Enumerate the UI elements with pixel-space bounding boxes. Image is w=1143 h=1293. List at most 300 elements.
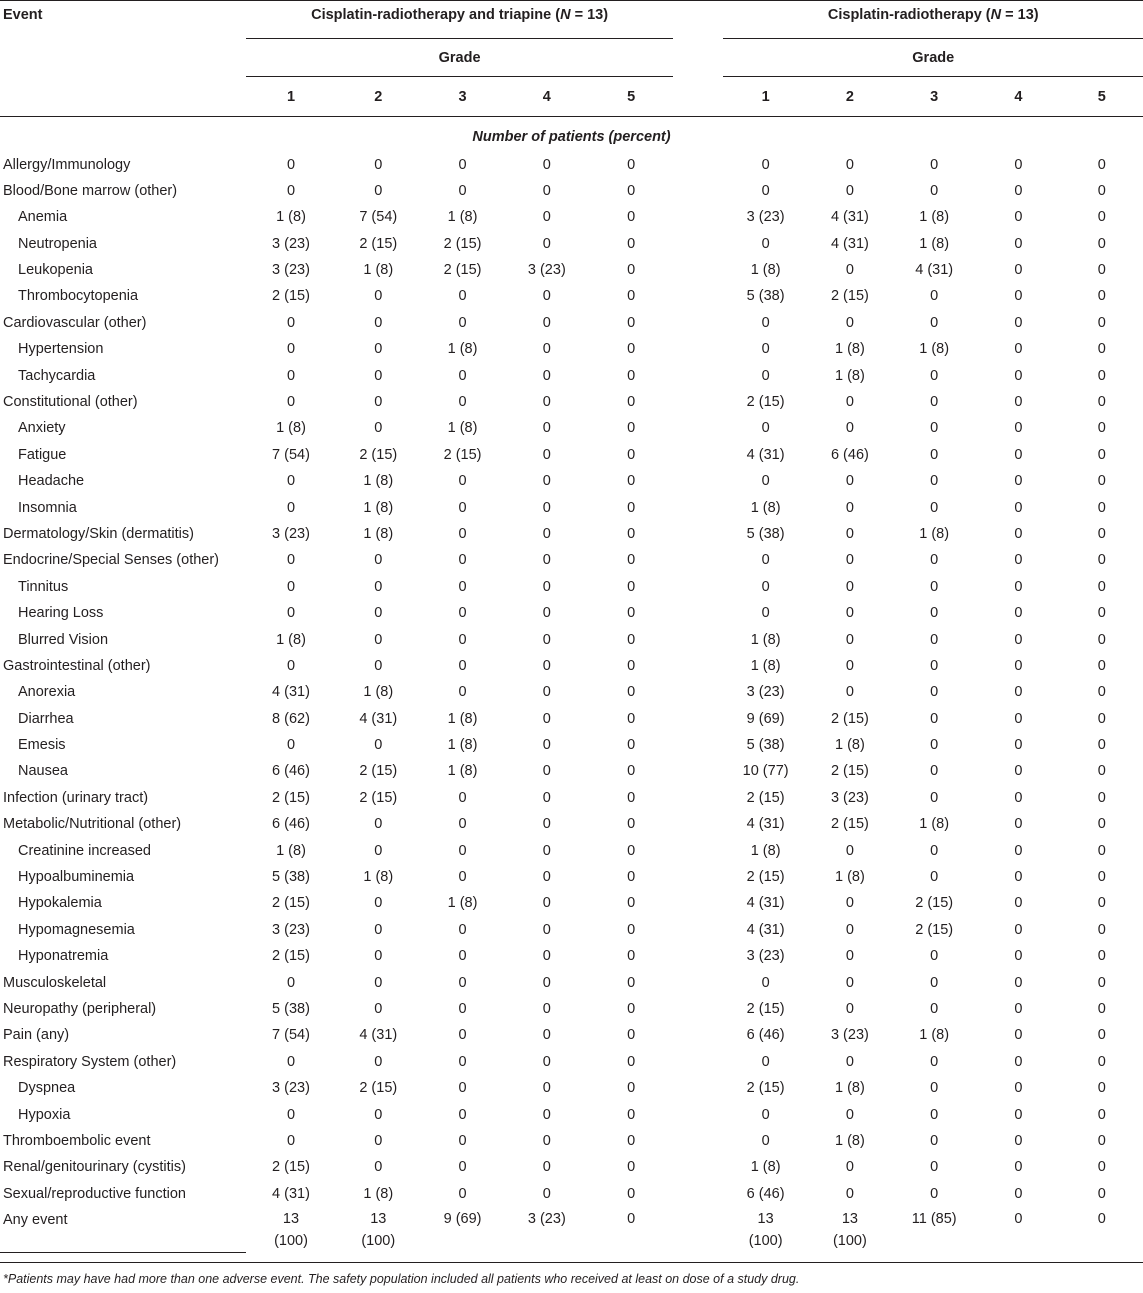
event-name: Blurred Vision xyxy=(18,631,109,648)
group1-grade-2-value: 0 xyxy=(374,578,383,595)
group2-grade-3-value: 0 xyxy=(930,156,939,173)
group2-grade-1-value: 2 (15) xyxy=(746,1001,785,1017)
group2-grade-3: 3 xyxy=(892,77,976,117)
group1-grade-1-value: 0 xyxy=(286,578,296,595)
group2-grade-2: 2 xyxy=(808,77,892,117)
group1-grade-1-value: 2 (15) xyxy=(272,1159,310,1176)
group1-grade-5-value: 0 xyxy=(627,420,636,437)
group1-grade-1-value: 5 (38) xyxy=(272,869,310,886)
group2-grade-3-value: 0 xyxy=(930,578,939,595)
group1-grade-2-value: 0 xyxy=(374,895,383,912)
event-name: Any event xyxy=(0,1208,246,1252)
group1-n-value: = 13) xyxy=(570,7,609,23)
group2-grade-5-value: 0 xyxy=(1097,552,1106,569)
group1-grade-5-value: 0 xyxy=(627,367,636,384)
group1-grade-2-value: 0 xyxy=(374,948,383,965)
group2-grade-1-value: 3 (23) xyxy=(746,209,785,226)
group1-grade-2-value: 0 xyxy=(374,552,383,569)
group1-grade-1-value: 2 (15) xyxy=(272,895,310,912)
group1-grade-3-value: 0 xyxy=(458,974,467,991)
group2-grade-1-value: 4 (31) xyxy=(746,921,785,938)
table-row xyxy=(0,680,1143,706)
group2-grade-2-value: 1 (8) xyxy=(834,341,865,358)
group1-grade-5-value: 0 xyxy=(627,816,636,833)
event-name: Dermatology/Skin (dermatitis) xyxy=(3,525,194,542)
table-row xyxy=(0,1129,1143,1155)
group1-grade-3-value: 1 (8) xyxy=(447,420,478,437)
group1-grade-1-value: 0 xyxy=(286,1132,296,1149)
event-name: Blood/Bone marrow (other) xyxy=(3,182,178,199)
group1-grade-5-value: 0 xyxy=(627,446,636,463)
group2-grade-2-value: 0 xyxy=(845,974,854,991)
table-row xyxy=(0,759,1143,785)
group1-grade-3-value: 0 xyxy=(458,657,467,674)
group1-grade-5-value: 0 xyxy=(627,473,636,490)
column-gap xyxy=(673,1155,723,1181)
group2-grade-3-value: 1 (8) xyxy=(919,525,950,542)
group1-grade-3-value: 0 xyxy=(458,552,467,569)
group1-grade-1-value: 3 (23) xyxy=(272,921,310,938)
group1-grade-5-value: 0 xyxy=(627,394,636,411)
group1-grade-3-value: 1 (8) xyxy=(447,341,478,358)
column-gap xyxy=(673,179,723,205)
group2-grade-4-value: 0 xyxy=(1014,367,1023,384)
group1-grade-3-value: 1 (8) xyxy=(447,763,478,780)
group1-grade-4-value: 0 xyxy=(542,605,551,622)
event-name: Leukopenia xyxy=(18,262,93,279)
group2-grade-5-value: 0 xyxy=(1097,1080,1106,1097)
group1-grade-3-value: 0 xyxy=(458,789,467,806)
group1-grade-3-value: 0 xyxy=(458,1106,467,1123)
column-gap xyxy=(673,971,723,997)
group2-grade-1: 1 xyxy=(723,77,807,117)
event-name: Cardiovascular (other) xyxy=(3,314,147,331)
column-gap xyxy=(673,469,723,495)
group2-grade-1-value: 1 (8) xyxy=(750,631,781,648)
group1-grade-4-value: 0 xyxy=(542,1027,551,1044)
table-row xyxy=(0,1103,1143,1129)
group2-grade-5-value: 0 xyxy=(1097,288,1106,305)
group2-grade-3-value: 0 xyxy=(930,842,939,859)
group2-grade-3-value: 0 xyxy=(930,367,939,384)
group2-grade-4-value: 0 xyxy=(1014,1027,1023,1044)
group1-grade-1-value: 2 (15) xyxy=(272,948,310,965)
group1-grade-1-value: 1 (8) xyxy=(276,842,306,859)
table-row xyxy=(0,258,1143,284)
group2-grade-2-value: 4 (31) xyxy=(830,209,869,226)
group1-grade-5-value: 0 xyxy=(627,525,636,542)
group2-grade-1-value: 2 (15) xyxy=(746,869,785,886)
table-row xyxy=(0,311,1143,337)
table-row xyxy=(0,918,1143,944)
header-gap xyxy=(673,1,723,39)
group1-grade-2-value: 0 xyxy=(374,842,383,859)
group2-grade-3-value: 1 (8) xyxy=(919,235,950,252)
group2-grade-1-value: 1 (8) xyxy=(750,657,781,674)
column-gap xyxy=(673,786,723,812)
group1-grade-5-value: 0 xyxy=(627,1159,636,1176)
group1-grade-1-value: 0 xyxy=(286,499,296,516)
column-gap xyxy=(673,944,723,970)
group2-grade-1-value: 0 xyxy=(761,341,770,358)
table-row xyxy=(0,153,1143,179)
group2-grade-5-value: 0 xyxy=(1097,367,1106,384)
group2-grade-3-value: 0 xyxy=(930,1080,939,1097)
table-row xyxy=(0,337,1143,363)
event-name: Anemia xyxy=(18,209,68,226)
group2-grade-5-value: 0 xyxy=(1097,1106,1106,1123)
group2-grade-1-value: 5 (38) xyxy=(746,737,785,754)
group2-grade-label: Grade xyxy=(723,39,1143,77)
group1-grade-5-value: 0 xyxy=(627,631,636,648)
group1-grade-2-value: 2 (15) xyxy=(359,1080,398,1097)
group2-grade-2-value: 1 (8) xyxy=(834,737,865,754)
value-line: 11 (85) xyxy=(911,1211,957,1228)
group1-grade-1-value: 0 xyxy=(286,1053,296,1070)
group1-grade-3-value: 0 xyxy=(458,314,467,331)
group1-grade-4-value: 0 xyxy=(542,473,551,490)
group2-grade-5-value: 0 xyxy=(1097,737,1106,754)
table-row xyxy=(0,971,1143,997)
group1-grade-5-value: 0 xyxy=(627,1106,636,1123)
group1-grade-2-value: 1 (8) xyxy=(363,473,394,490)
table-row xyxy=(0,601,1143,627)
group1-grade-1-value: 5 (38) xyxy=(272,1001,310,1017)
group1-grade-2-value: 2 (15) xyxy=(359,763,398,780)
column-gap xyxy=(673,1129,723,1155)
group2-grade-4-value: 0 xyxy=(1014,209,1023,226)
group2-grade-5-value: 0 xyxy=(1097,710,1106,727)
group1-grade-2-value: 0 xyxy=(374,737,383,754)
group2-grade-1-value: 1 (8) xyxy=(750,262,781,279)
group2-grade-3-value: 0 xyxy=(930,869,939,886)
event-name: Neutropenia xyxy=(18,235,97,252)
group2-grade-1-value: 0 xyxy=(761,605,770,622)
group2-grade-4-value: 0 xyxy=(1014,1053,1023,1070)
group2-grade-3-value: 2 (15) xyxy=(915,921,954,938)
table-row-any-event xyxy=(0,1208,1143,1252)
group2-grade-4-value: 0 xyxy=(1014,1001,1023,1017)
group1-grade-2-value: 0 xyxy=(374,288,383,305)
group1-grade-4-value: 0 xyxy=(542,209,551,226)
group2-grade-5-value: 0 xyxy=(1097,816,1106,833)
group2-grade-3-value: 1 (8) xyxy=(919,341,950,358)
group2-grade-5-value xyxy=(1061,1208,1143,1252)
group1-grade-1-value: 6 (46) xyxy=(272,816,310,833)
value-line: 13 xyxy=(841,1211,858,1228)
event-name: Anxiety xyxy=(18,420,66,437)
group2-grade-4-value: 0 xyxy=(1014,499,1023,516)
group1-grade-3-value: 0 xyxy=(458,921,467,938)
group2-grade-5-value: 0 xyxy=(1097,842,1106,859)
group1-grade-3-value: 0 xyxy=(458,367,467,384)
group1-grade-5: 5 xyxy=(589,77,673,117)
group1-grade-1-value: 0 xyxy=(286,657,296,674)
group2-grade-2-value xyxy=(808,1208,892,1252)
group2-grade-4-value: 0 xyxy=(1014,869,1023,886)
group1-grade-5-value: 0 xyxy=(627,921,636,938)
group2-grade-4-value: 0 xyxy=(1014,737,1023,754)
group2-grade-4-value: 0 xyxy=(1014,578,1023,595)
event-name: Infection (urinary tract) xyxy=(3,789,149,806)
group2-grade-2-value: 0 xyxy=(845,182,854,199)
group2-grade-4-value: 0 xyxy=(1014,1185,1023,1202)
group2-grade-5-value: 0 xyxy=(1097,446,1106,463)
column-gap xyxy=(673,548,723,574)
group1-grade-2-value: 1 (8) xyxy=(363,869,394,886)
group1-grade-1-value: 0 xyxy=(286,156,296,173)
group1-grade-4-value: 0 xyxy=(542,552,551,569)
column-gap xyxy=(673,232,723,258)
group2-grade-1-value: 6 (46) xyxy=(746,1185,785,1202)
group2-n: N xyxy=(990,7,1002,23)
group2-grade-4-value xyxy=(976,1208,1060,1252)
group1-grade-4-value: 3 (23) xyxy=(527,262,566,279)
column-gap xyxy=(673,364,723,390)
group2-grade-5-value: 0 xyxy=(1097,156,1106,173)
group1-grade-2-value: 0 xyxy=(374,1001,383,1017)
group1-grade-3-value: 0 xyxy=(458,948,467,965)
group1-grade-4-value: 0 xyxy=(542,1080,551,1097)
group1-grade-5-value: 0 xyxy=(627,657,636,674)
group2-grade-1-value: 1 (8) xyxy=(750,1159,781,1176)
column-gap xyxy=(673,839,723,865)
table-header xyxy=(0,1,1143,153)
group1-grade-5-value: 0 xyxy=(627,710,636,727)
group2-grade-3-value: 0 xyxy=(930,789,939,806)
group1-grade-4-value: 0 xyxy=(542,737,551,754)
column-gap xyxy=(673,891,723,917)
group1-grade-2-value: 1 (8) xyxy=(363,262,394,279)
group2-grade-5-value: 0 xyxy=(1097,657,1106,674)
group2-grade-1-value: 1 (8) xyxy=(750,499,781,516)
group1-grade-4-value: 0 xyxy=(542,657,551,674)
value-line: (100) xyxy=(274,1233,308,1250)
group1-grade-4-value: 0 xyxy=(542,525,551,542)
group1-grade-2-value: 0 xyxy=(374,394,383,411)
group1-grade-5-value: 0 xyxy=(627,1132,636,1149)
group2-grade-4-value: 0 xyxy=(1014,1080,1023,1097)
event-name: Gastrointestinal (other) xyxy=(3,657,151,674)
group2-grade-5-value: 0 xyxy=(1097,1185,1106,1202)
group1-grade-2-value: 0 xyxy=(374,182,383,199)
event-name: Dyspnea xyxy=(18,1080,76,1097)
group1-grade-3-value: 1 (8) xyxy=(447,895,478,912)
event-name: Sexual/reproductive function xyxy=(3,1185,186,1202)
group2-grade-4-value: 0 xyxy=(1014,684,1023,701)
column-gap xyxy=(673,997,723,1023)
group1-grade-1-value: 0 xyxy=(286,605,296,622)
group2-grade-2-value: 0 xyxy=(845,1001,854,1017)
table-row xyxy=(0,469,1143,495)
group2-grade-5-value: 0 xyxy=(1097,895,1106,912)
group1-grade-5-value: 0 xyxy=(627,341,636,358)
group2-grade-2-value: 0 xyxy=(845,473,854,490)
group2-grade-2-value: 0 xyxy=(845,1185,854,1202)
group1-grade-4-value: 0 xyxy=(542,235,551,252)
table-row xyxy=(0,443,1143,469)
column-gap xyxy=(673,284,723,310)
group1-grade-3-value: 0 xyxy=(458,1001,467,1017)
column-gap xyxy=(673,311,723,337)
group2-grade-3-value: 0 xyxy=(930,182,939,199)
group2-grade-3-value: 0 xyxy=(930,552,939,569)
group1-grade-5-value: 0 xyxy=(627,552,636,569)
table-row xyxy=(0,496,1143,522)
group2-grade-2-value: 0 xyxy=(845,552,854,569)
group1-grade-5-value: 0 xyxy=(627,1080,636,1097)
column-gap xyxy=(673,443,723,469)
column-gap xyxy=(673,153,723,179)
group1-grade-3-value: 1 (8) xyxy=(447,209,478,226)
event-name: Neuropathy (peripheral) xyxy=(3,1001,157,1017)
event-name: Nausea xyxy=(18,763,68,780)
group2-grade-5-value: 0 xyxy=(1097,869,1106,886)
group1-grade-1-value: 4 (31) xyxy=(272,684,310,701)
column-gap xyxy=(673,1103,723,1129)
column-gap xyxy=(673,918,723,944)
group2-label: Cisplatin-radiotherapy ( xyxy=(827,7,991,23)
group2-grade-5-value: 0 xyxy=(1097,420,1106,437)
group1-grade-1-value: 7 (54) xyxy=(272,1027,310,1044)
group2-header xyxy=(723,1,1143,39)
column-gap xyxy=(673,1208,723,1252)
group1-grade-3-value: 0 xyxy=(458,631,467,648)
group1-grade-3-value: 0 xyxy=(458,816,467,833)
table-row xyxy=(0,284,1143,310)
group2-grade-2-value: 2 (15) xyxy=(830,288,869,305)
group2-grade-1-value: 4 (31) xyxy=(746,816,785,833)
group1-grade-5-value: 0 xyxy=(627,1053,636,1070)
group2-grade-5-value: 0 xyxy=(1097,631,1106,648)
group2-grade-5-value: 0 xyxy=(1097,341,1106,358)
group2-grade-1-value: 4 (31) xyxy=(746,895,785,912)
event-name: Anorexia xyxy=(18,684,76,701)
group2-grade-2-value: 0 xyxy=(845,895,854,912)
group2-grade-3-value: 0 xyxy=(930,1106,939,1123)
group2-grade-1-value: 4 (31) xyxy=(746,446,785,463)
group2-grade-2-value: 0 xyxy=(845,921,854,938)
group1-grade-3-value: 2 (15) xyxy=(443,235,482,252)
event-name: Emesis xyxy=(18,737,66,754)
table-row xyxy=(0,179,1143,205)
group1-grade-4-value: 0 xyxy=(542,288,551,305)
group2-grade-3-value: 4 (31) xyxy=(915,262,954,279)
group1-grade-5-value: 0 xyxy=(627,235,636,252)
group1-grade-1-value: 8 (62) xyxy=(272,710,310,727)
group2-grade-2-value: 0 xyxy=(845,578,854,595)
group1-grade-4-value: 0 xyxy=(542,394,551,411)
group2-grade-2-value: 2 (15) xyxy=(830,763,869,780)
group2-grade-2-value: 3 (23) xyxy=(830,789,869,806)
group2-grade-1-value: 0 xyxy=(761,552,770,569)
column-gap xyxy=(673,416,723,442)
group1-grade-1-value: 0 xyxy=(286,182,296,199)
units-label: Number of patients (percent) xyxy=(472,128,671,145)
event-name: Hypokalemia xyxy=(18,895,102,912)
group2-grade-5-value: 0 xyxy=(1097,578,1106,595)
group2-grade-1-value: 0 xyxy=(761,473,770,490)
group2-grade-3-value: 1 (8) xyxy=(919,209,950,226)
group1-grade-3-value: 0 xyxy=(458,684,467,701)
group1-grade-3-value xyxy=(420,1208,504,1252)
group2-grade-2-value: 0 xyxy=(845,684,854,701)
group2-grade-4-value: 0 xyxy=(1014,314,1023,331)
event-name: Respiratory System (other) xyxy=(3,1053,177,1070)
group2-grade-2-value: 0 xyxy=(845,262,854,279)
footnote: *Patients may have had more than one adverse event. The safety population included all patients who received at least on dose of a study drug. xyxy=(3,1272,800,1286)
group1-grade-4-value: 0 xyxy=(542,367,551,384)
group1-grade-1-value: 3 (23) xyxy=(272,262,310,279)
group2-grade-5-value: 0 xyxy=(1097,1132,1106,1149)
group1-grade-1-value: 0 xyxy=(286,552,296,569)
group1-grade-5-value: 0 xyxy=(627,1185,636,1202)
group2-grade-3-value: 0 xyxy=(930,1001,939,1017)
group1-grade-4-value: 0 xyxy=(542,156,551,173)
event-name: Hypoalbuminemia xyxy=(18,869,135,886)
group2-grade-2-value: 0 xyxy=(845,156,854,173)
group1-grade-3-value: 0 xyxy=(458,1027,467,1044)
group1-grade-3-value: 0 xyxy=(458,394,467,411)
value-line: (100) xyxy=(748,1233,783,1250)
group2-grade-1-value: 2 (15) xyxy=(746,789,785,806)
group2-grade-2-value: 0 xyxy=(845,420,854,437)
group2-grade-1-value: 0 xyxy=(761,156,770,173)
table-body xyxy=(0,153,1143,1253)
group2-grade-4-value: 0 xyxy=(1014,842,1023,859)
table-row xyxy=(0,707,1143,733)
group1-grade-2-value: 0 xyxy=(374,816,383,833)
group1-grade-1-value: 0 xyxy=(286,974,296,991)
column-gap xyxy=(673,628,723,654)
event-name: Renal/genitourinary (cystitis) xyxy=(3,1159,186,1176)
group1-grade-2-value: 1 (8) xyxy=(363,525,394,542)
column-gap xyxy=(673,390,723,416)
group1-grade-5-value: 0 xyxy=(627,182,636,199)
group1-grade-2-value: 0 xyxy=(374,605,383,622)
group2-grade-5: 5 xyxy=(1061,77,1143,117)
group1-grade-2-value: 0 xyxy=(374,921,383,938)
group1-grade-3-value: 0 xyxy=(458,869,467,886)
group1-grade-2-value: 0 xyxy=(374,631,383,648)
group2-grade-4-value: 0 xyxy=(1014,1106,1023,1123)
group2-grade-5-value: 0 xyxy=(1097,182,1106,199)
column-gap xyxy=(673,865,723,891)
group1-n: N xyxy=(560,7,571,23)
group1-grade-3-value: 0 xyxy=(458,1080,467,1097)
group2-grade-4-value: 0 xyxy=(1014,605,1023,622)
group2-grade-1-value: 9 (69) xyxy=(746,710,785,727)
group2-grade-2-value: 0 xyxy=(845,842,854,859)
table-row xyxy=(0,786,1143,812)
group2-grade-3-value: 0 xyxy=(930,314,939,331)
group1-grade-1-value: 2 (15) xyxy=(272,789,310,806)
group1-grade-2-value: 0 xyxy=(374,341,383,358)
group2-grade-2-value: 2 (15) xyxy=(830,710,869,727)
group1-grade-2-value: 0 xyxy=(374,657,383,674)
group2-grade-3-value: 0 xyxy=(930,288,939,305)
group2-grade-3-value: 0 xyxy=(930,684,939,701)
table-row xyxy=(0,390,1143,416)
group1-grade-4-value: 0 xyxy=(542,1053,551,1070)
column-gap xyxy=(673,575,723,601)
group1-grade-2-value: 0 xyxy=(374,1132,383,1149)
group2-grade-4-value: 0 xyxy=(1014,921,1023,938)
group1-grade-4-value: 0 xyxy=(542,578,551,595)
event-name: Headache xyxy=(18,473,85,490)
group2-grade-2-value: 0 xyxy=(845,525,854,542)
group1-label: Cisplatin-radiotherapy and triapine ( xyxy=(311,7,561,23)
